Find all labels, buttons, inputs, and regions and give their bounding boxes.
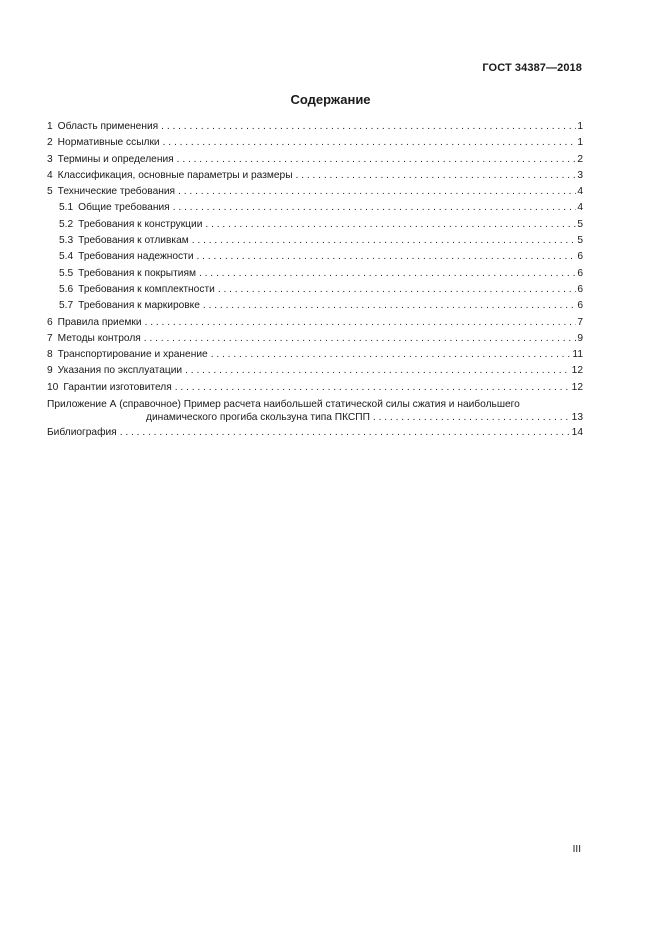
toc-leader-dots [199,266,576,282]
toc-leader-dots [175,380,571,396]
toc-leader-dots [203,298,576,314]
toc-entry[interactable] [47,119,583,135]
toc-leader-dots [120,425,571,441]
toc-entry-number: 5.2 [59,218,74,230]
toc-leader-dots [218,282,577,298]
toc-leader-dots [296,168,577,184]
toc-appendix-continuation [47,411,583,424]
toc-entry[interactable] [47,200,583,216]
toc-entry-label: Область применения [57,121,159,132]
toc-entry-page: 6 [577,251,583,263]
toc-leader-dots [197,249,577,265]
toc-entry-page: 5 [577,218,583,230]
toc-entry[interactable] [47,184,583,200]
toc-leader-dots [192,233,577,249]
toc-entry-number: 5.7 [59,300,74,312]
toc-entry-label: Указания по эксплуатации [57,365,183,377]
toc-entry[interactable] [47,135,583,151]
toc-entry-label: Гарантии изготовителя [63,381,172,393]
toc-title: Содержание [290,92,371,107]
toc-leader-dots [145,315,577,331]
toc-entry[interactable] [47,347,583,363]
toc-entry-page: 6 [577,283,583,295]
toc-leader-dots [144,331,577,347]
toc-entry-number: 5.6 [59,283,74,295]
toc-entry-number: 2 [47,137,53,149]
toc-entry[interactable] [47,363,583,379]
toc-entry-label: Правила приемки [57,316,142,328]
toc-entry-label: Термины и определения [57,153,174,165]
toc-entry-number: 4 [47,169,53,181]
toc-entry-page: 6 [577,300,583,312]
toc-leader-dots [178,184,576,200]
toc-leader-dots [211,347,572,363]
toc-leader-dots [373,411,571,424]
toc-entry-label: Классификация, основные параметры и размеры [57,169,293,181]
toc-entry-number: 1 [47,121,53,132]
toc-leader-dots [205,217,576,233]
toc-entry-page: 4 [577,202,583,214]
toc-entry[interactable] [47,217,583,233]
toc-entry-label: Библиография [47,427,117,439]
toc-entry-label: Технические требования [57,186,176,198]
toc-entry[interactable] [47,152,583,168]
toc-entry-page: 2 [577,153,583,165]
toc-entry-number: 5.4 [59,251,74,263]
toc-leader-dots [163,135,577,151]
toc-leader-dots [173,200,577,216]
toc-entry-page: 9 [577,332,583,344]
toc-entry-number: 3 [47,153,53,165]
table-of-contents [47,119,583,441]
toc-entry[interactable] [47,380,583,396]
toc-entry[interactable] [47,249,583,265]
toc-appendix-title-cont: динамического прогиба скользуна типа ПКСПП [146,412,370,424]
toc-entry[interactable] [47,266,583,282]
toc-bibliography-entry[interactable] [47,425,583,441]
toc-entry[interactable] [47,168,583,184]
toc-entry-number: 10 [47,381,59,393]
toc-leader-dots [161,119,576,135]
toc-entry[interactable] [47,298,583,314]
toc-entry-page: 14 [571,427,583,439]
toc-entry-number: 9 [47,365,53,377]
toc-entry-label: Требования к маркировке [78,300,200,312]
toc-entry-label: Нормативные ссылки [57,137,160,149]
toc-leader-dots [185,363,571,379]
toc-entry[interactable] [47,315,583,331]
toc-entry-page: 5 [577,235,583,247]
toc-entry-page: 11 [572,349,583,361]
toc-entry-label: Требования к покрытиям [78,267,196,279]
toc-entry-page: 13 [571,412,583,424]
toc-entry-number: 5 [47,186,53,198]
toc-entry-label: Методы контроля [57,332,141,344]
toc-entry-label: Требования к комплектности [78,283,215,295]
toc-entry-page: 1 [577,137,583,149]
toc-entry-number: 5.1 [59,202,74,214]
toc-entry-page: 12 [571,365,583,377]
toc-entry-number: 5.3 [59,235,74,247]
toc-entry-page: 6 [577,267,583,279]
toc-entry-page: 7 [577,316,583,328]
toc-entry-page: 3 [577,169,583,181]
toc-appendix-title: Приложение А (справочное) Пример расчета наибольшей статической силы сжатия и наибольшего [47,399,520,411]
toc-entry-label: Требования к конструкции [78,218,203,230]
toc-entry-page: 1 [577,121,583,132]
toc-entry[interactable] [47,282,583,298]
toc-entry-label: Транспортирование и хранение [57,349,208,361]
toc-entry-page: 4 [577,186,583,198]
toc-entry-number: 7 [47,332,53,344]
toc-entry-number: 8 [47,349,53,361]
toc-entry-label: Требования надежности [78,251,194,263]
toc-entry-label: Общие требования [78,202,170,214]
toc-appendix-entry[interactable] [47,396,583,425]
toc-entry-label: Требования к отливкам [78,235,189,247]
page-number: III [572,844,581,855]
toc-entry-number: 6 [47,316,53,328]
document-code: ГОСТ 34387—2018 [482,62,582,74]
toc-entry[interactable] [47,331,583,347]
toc-entry-number: 5.5 [59,267,74,279]
toc-entry-page: 12 [571,381,583,393]
toc-leader-dots [177,152,577,168]
toc-entry[interactable] [47,233,583,249]
